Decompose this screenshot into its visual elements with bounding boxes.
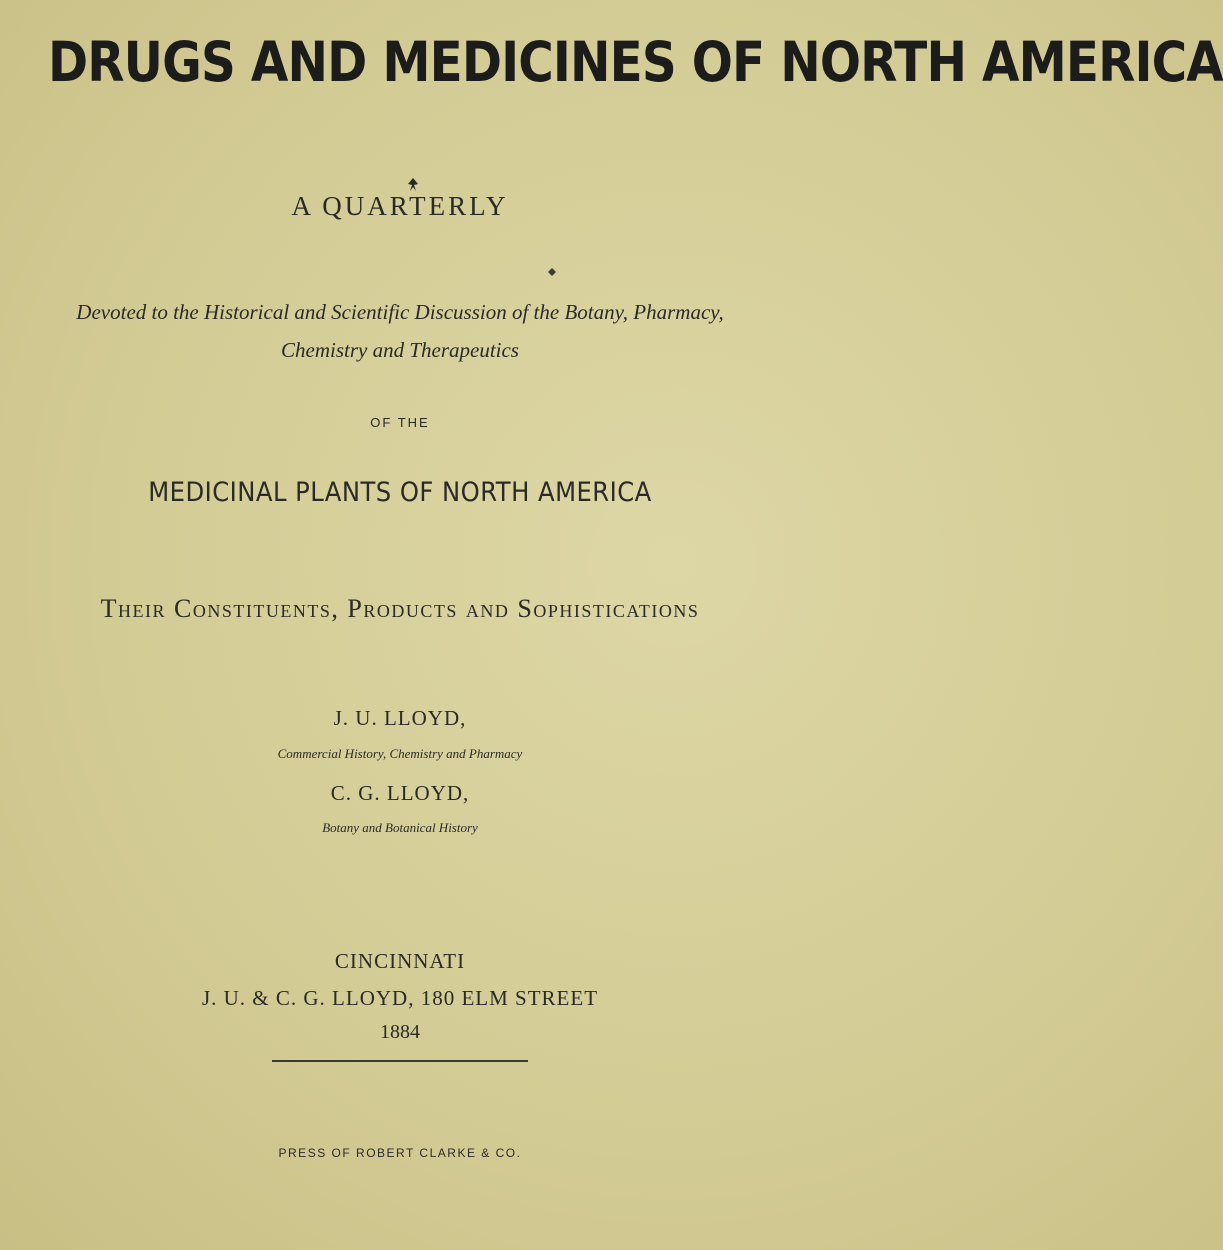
constituents-heading: Their Constituents, Products and Sophistications xyxy=(100,594,700,623)
devoted-description xyxy=(0,293,800,369)
author-2-name: C. G. LLOYD, xyxy=(330,781,470,805)
main-title: DRUGS AND MEDICINES OF NORTH AMERICA xyxy=(48,30,1223,94)
devoted-line-1: Devoted to the Historical and Scientific Discussion of the Botany, Pharmacy, xyxy=(76,300,724,324)
publication-year: 1884 xyxy=(380,1021,420,1043)
of-the-label: OF THE xyxy=(370,415,430,430)
divider-rule xyxy=(272,1060,528,1062)
devoted-line-2: Chemistry and Therapeutics xyxy=(281,338,519,362)
plants-heading: MEDICINAL PLANTS OF NORTH AMERICA xyxy=(148,477,652,508)
city: CINCINNATI xyxy=(334,949,466,973)
small-ornament-icon xyxy=(548,268,556,276)
ornament-icon xyxy=(407,178,419,192)
author-1-role: Commercial History, Chemistry and Pharmacy xyxy=(277,746,523,761)
press-imprint: PRESS OF ROBERT CLARKE & CO. xyxy=(278,1146,522,1160)
subtitle: A QUARTERLY xyxy=(291,191,509,221)
author-2-role: Botany and Botanical History xyxy=(322,820,478,835)
publisher-address: J. U. & C. G. LLOYD, 180 ELM STREET xyxy=(201,986,599,1010)
author-1-name: J. U. LLOYD, xyxy=(333,706,467,730)
